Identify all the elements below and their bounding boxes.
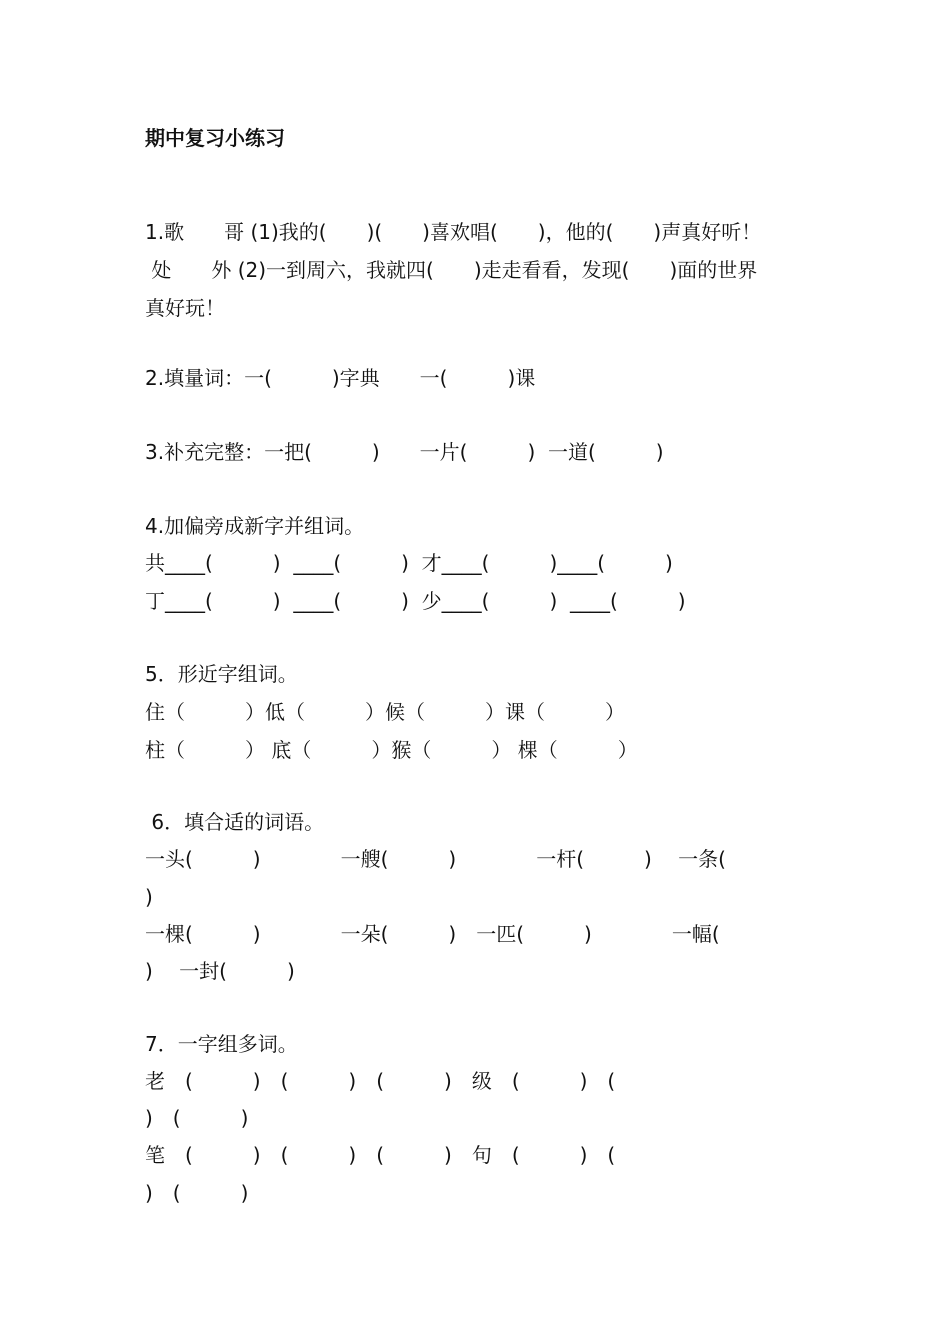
q4-heading: 4.加偏旁成新字并组词。 (145, 514, 365, 538)
q6-line-4: ) 一封( ) (145, 959, 295, 983)
q6-line-1: 一头( ) 一艘( ) 一杆( ) 一条( (145, 847, 726, 871)
q6-line-3: 一棵( ) 一朵( ) 一匹( ) 一幅( (145, 922, 720, 946)
q7-heading: 7．一字组多词。 (145, 1032, 298, 1056)
q4-line-1: 共____( ) ____( ) 才____( )____( ) (145, 551, 673, 575)
q5-heading: 5．形近字组词。 (145, 662, 298, 686)
q3-line: 3.补充完整：一把( ) 一片( ) 一道( ) (145, 440, 664, 464)
q7-line-2: ) ( ) (145, 1106, 249, 1130)
q5-line-2: 柱（ ） 底（ ）猴（ ） 棵（ ） (145, 738, 638, 762)
q6-heading: 6．填合适的词语。 (145, 810, 325, 834)
q1-line-1: 1.歌 哥 (1)我的( )( )喜欢唱( )，他的( )声真好听！ (145, 220, 762, 244)
q5-line-1: 住（ ）低（ ）候（ ）课（ ） (145, 700, 625, 724)
q7-line-1: 老 ( ) ( ) ( ) 级 ( ) ( (145, 1069, 616, 1093)
q7-line-4: ) ( ) (145, 1181, 249, 1205)
q2-line: 2.填量词：一( )字典 一( )课 (145, 366, 536, 390)
page-title: 期中复习小练习 (145, 126, 285, 150)
q7-line-3: 笔 ( ) ( ) ( ) 句 ( ) ( (145, 1143, 616, 1167)
q1-line-2: 处 外 (2)一到周六，我就四( )走走看看，发现( )面的世界 (145, 258, 758, 282)
q4-line-2: 丁____( ) ____( ) 少____( ) ____( ) (145, 589, 686, 613)
q1-line-3: 真好玩！ (145, 296, 225, 320)
q6-line-2: ) (145, 885, 153, 909)
